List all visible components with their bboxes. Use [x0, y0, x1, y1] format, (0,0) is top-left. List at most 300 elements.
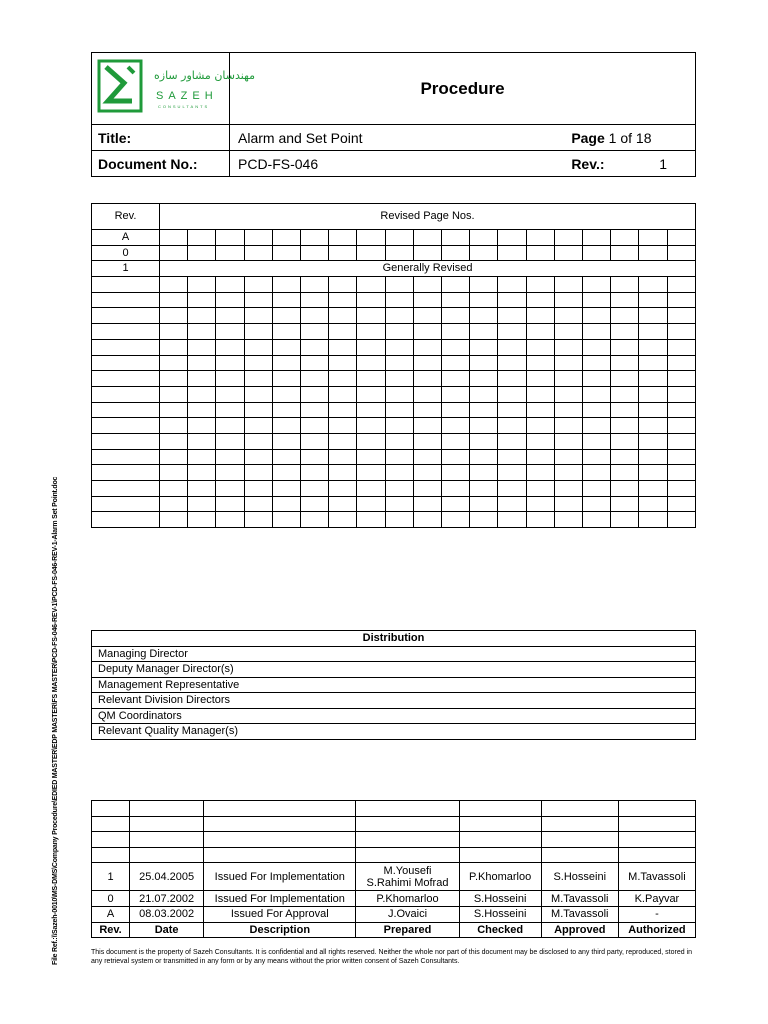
- page-cell: [301, 481, 329, 497]
- revision-row: [92, 465, 696, 481]
- page-cell: [160, 481, 188, 497]
- page-cell: [442, 496, 470, 512]
- page-cell: [639, 230, 667, 246]
- page-cell: [554, 308, 582, 324]
- approval-cell: Issued For Approval: [204, 906, 356, 922]
- page-cell: [385, 230, 413, 246]
- page-cell: [216, 308, 244, 324]
- title-value: Alarm and Set Point: [230, 125, 502, 151]
- page-cell: [216, 292, 244, 308]
- page-cell: [611, 418, 639, 434]
- approval-table: [91, 800, 696, 938]
- page-cell: [554, 418, 582, 434]
- page-value: 1 of 18: [608, 129, 652, 146]
- approval-cell: K.Payvar: [618, 891, 695, 907]
- revision-code: [92, 355, 160, 371]
- page-cell: [216, 449, 244, 465]
- page-cell: [244, 230, 272, 246]
- page-cell: [216, 433, 244, 449]
- page-cell: [554, 339, 582, 355]
- page-cell: [470, 481, 498, 497]
- page-cell: [413, 245, 441, 261]
- page-cell: [272, 481, 300, 497]
- page-cell: [554, 449, 582, 465]
- page-cell: [583, 386, 611, 402]
- page-cell: [470, 465, 498, 481]
- approval-cell: P.Khomarloo: [459, 863, 541, 891]
- page-cell: [442, 308, 470, 324]
- revision-row: [92, 292, 696, 308]
- page-cell: [160, 465, 188, 481]
- page-cell: [357, 465, 385, 481]
- page-cell: [160, 496, 188, 512]
- page-cell: [188, 308, 216, 324]
- page-cell: [188, 371, 216, 387]
- page-cell: [244, 433, 272, 449]
- page-cell: [385, 277, 413, 293]
- approval-cell: Date: [130, 922, 204, 938]
- revision-row: [92, 386, 696, 402]
- page-cell: [301, 245, 329, 261]
- page-cell: [498, 371, 526, 387]
- page-cell: [583, 433, 611, 449]
- page-cell: [385, 433, 413, 449]
- approval-cell: [459, 801, 541, 817]
- page-cell: [611, 324, 639, 340]
- page-cell: [188, 292, 216, 308]
- page-cell: [526, 465, 554, 481]
- page-cell: [160, 386, 188, 402]
- approval-cell: [356, 816, 459, 832]
- page-cell: [583, 481, 611, 497]
- page-cell: [667, 449, 695, 465]
- page-cell: [385, 496, 413, 512]
- revision-code: [92, 418, 160, 434]
- page-cell: [639, 496, 667, 512]
- page-cell: [329, 402, 357, 418]
- page-cell: [244, 277, 272, 293]
- page-cell: [301, 371, 329, 387]
- approval-cell: A: [92, 906, 130, 922]
- page-cell: [216, 386, 244, 402]
- rev-label: Rev.:: [501, 151, 621, 177]
- revision-row: [92, 261, 696, 277]
- approval-row: [92, 863, 696, 891]
- page-cell: [272, 324, 300, 340]
- page-cell: [216, 481, 244, 497]
- page-cell: [413, 324, 441, 340]
- sazeh-logo: [92, 53, 256, 119]
- page-cell: [442, 433, 470, 449]
- generally-revised-cell: Generally Revised: [160, 261, 696, 277]
- page-cell: [357, 481, 385, 497]
- page-cell: [413, 230, 441, 246]
- page-cell: [357, 355, 385, 371]
- page-info: [501, 125, 695, 151]
- page-cell: [498, 245, 526, 261]
- doc-no-value: PCD-FS-046: [230, 151, 502, 177]
- page-cell: [188, 418, 216, 434]
- page-cell: [188, 496, 216, 512]
- page-cell: [498, 292, 526, 308]
- page-cell: [272, 512, 300, 528]
- page-cell: [301, 386, 329, 402]
- page-cell: [188, 449, 216, 465]
- page-cell: [272, 230, 300, 246]
- page-cell: [301, 496, 329, 512]
- page-cell: [498, 386, 526, 402]
- page-cell: [413, 496, 441, 512]
- page-cell: [216, 339, 244, 355]
- page-cell: [498, 481, 526, 497]
- page-cell: [611, 402, 639, 418]
- approval-cell: [130, 816, 204, 832]
- revision-code: [92, 386, 160, 402]
- revision-row: [92, 339, 696, 355]
- page-cell: [554, 386, 582, 402]
- page-cell: [357, 292, 385, 308]
- page-cell: [357, 371, 385, 387]
- page-cell: [498, 355, 526, 371]
- page-cell: [470, 386, 498, 402]
- page-cell: [244, 308, 272, 324]
- approval-row-empty: [92, 832, 696, 848]
- page-cell: [470, 512, 498, 528]
- page-cell: [160, 324, 188, 340]
- page-cell: [526, 418, 554, 434]
- logo-name-text: SAZEH: [156, 90, 218, 102]
- revision-code: [92, 292, 160, 308]
- page-cell: [301, 512, 329, 528]
- page-cell: [554, 481, 582, 497]
- page-cell: [498, 308, 526, 324]
- page-cell: [470, 355, 498, 371]
- page-cell: [301, 433, 329, 449]
- revision-row: [92, 433, 696, 449]
- page-cell: [272, 355, 300, 371]
- page-cell: [329, 449, 357, 465]
- page-cell: [639, 277, 667, 293]
- page-cell: [639, 418, 667, 434]
- revision-code: [92, 308, 160, 324]
- page-cell: [160, 512, 188, 528]
- page-cell: [639, 245, 667, 261]
- distribution-table: [91, 630, 696, 740]
- page-cell: [470, 339, 498, 355]
- page-cell: [329, 308, 357, 324]
- approval-cell: [204, 832, 356, 848]
- rev-value: 1: [621, 151, 695, 177]
- page-cell: [470, 308, 498, 324]
- page-cell: [244, 371, 272, 387]
- page-cell: [583, 371, 611, 387]
- page-cell: [244, 481, 272, 497]
- approval-cell: -: [618, 906, 695, 922]
- page-cell: [498, 418, 526, 434]
- page-cell: [329, 386, 357, 402]
- approval-cell: [541, 801, 618, 817]
- page-cell: [216, 402, 244, 418]
- page-cell: [498, 277, 526, 293]
- page-cell: [329, 355, 357, 371]
- page-cell: [385, 465, 413, 481]
- page-cell: [413, 292, 441, 308]
- page-cell: [188, 386, 216, 402]
- approval-cell: 0: [92, 891, 130, 907]
- page-cell: [442, 449, 470, 465]
- page-cell: [160, 433, 188, 449]
- page-cell: [160, 292, 188, 308]
- page-cell: [244, 449, 272, 465]
- page-cell: [583, 245, 611, 261]
- page-cell: [272, 449, 300, 465]
- approval-cell: [204, 816, 356, 832]
- page-cell: [188, 355, 216, 371]
- approval-row-empty: [92, 816, 696, 832]
- approval-cell: [92, 801, 130, 817]
- page-cell: [611, 245, 639, 261]
- page-cell: [583, 496, 611, 512]
- page-cell: [611, 496, 639, 512]
- page-cell: [639, 324, 667, 340]
- page-cell: [357, 402, 385, 418]
- page-cell: [160, 449, 188, 465]
- page-cell: [385, 386, 413, 402]
- page-cell: [498, 496, 526, 512]
- page-cell: [442, 386, 470, 402]
- revision-row: [92, 449, 696, 465]
- page-cell: [442, 292, 470, 308]
- page-cell: [526, 449, 554, 465]
- page-cell: [526, 496, 554, 512]
- page-cell: [301, 402, 329, 418]
- page-cell: [357, 433, 385, 449]
- page-cell: [611, 512, 639, 528]
- page-cell: [357, 324, 385, 340]
- distribution-item: Deputy Manager Director(s): [92, 662, 696, 678]
- page-cell: [385, 308, 413, 324]
- page-cell: [639, 465, 667, 481]
- page-cell: [470, 324, 498, 340]
- page-cell: [385, 402, 413, 418]
- revision-code: [92, 465, 160, 481]
- page-cell: [413, 433, 441, 449]
- page-cell: [216, 277, 244, 293]
- page-cell: [272, 433, 300, 449]
- page-cell: [611, 449, 639, 465]
- page-cell: [244, 465, 272, 481]
- page-cell: [357, 230, 385, 246]
- page-cell: [357, 308, 385, 324]
- approval-cell: [130, 801, 204, 817]
- page-cell: [385, 481, 413, 497]
- page-cell: [498, 433, 526, 449]
- revision-code: 1: [92, 261, 160, 277]
- revision-row: [92, 324, 696, 340]
- page-cell: [244, 418, 272, 434]
- page-cell: [413, 386, 441, 402]
- page-cell: [413, 308, 441, 324]
- approval-cell: [204, 847, 356, 863]
- page-cell: [244, 512, 272, 528]
- page-cell: [611, 355, 639, 371]
- page-cell: [216, 230, 244, 246]
- page-cell: [357, 277, 385, 293]
- page-cell: [667, 371, 695, 387]
- distribution-item: Relevant Quality Manager(s): [92, 724, 696, 740]
- page-cell: [583, 324, 611, 340]
- page-cell: [554, 512, 582, 528]
- page-cell: [667, 418, 695, 434]
- page-cell: [329, 292, 357, 308]
- page-cell: [301, 308, 329, 324]
- page-cell: [244, 292, 272, 308]
- page-cell: [554, 496, 582, 512]
- page-cell: [498, 402, 526, 418]
- approval-cell: Rev.: [92, 922, 130, 938]
- page-cell: [413, 402, 441, 418]
- page-cell: [526, 277, 554, 293]
- page-cell: [639, 308, 667, 324]
- page-cell: [357, 496, 385, 512]
- page-cell: [413, 512, 441, 528]
- page-cell: [385, 512, 413, 528]
- page-cell: [329, 465, 357, 481]
- revision-table: [91, 203, 696, 528]
- page-cell: [357, 418, 385, 434]
- page-cell: [470, 418, 498, 434]
- revision-code: [92, 324, 160, 340]
- approval-cell: 25.04.2005: [130, 863, 204, 891]
- page-cell: [470, 371, 498, 387]
- revision-row: [92, 481, 696, 497]
- doc-no-label: Document No.:: [92, 151, 230, 177]
- approval-cell: M.Tavassoli: [541, 906, 618, 922]
- revision-code: A: [92, 230, 160, 246]
- page-cell: [498, 324, 526, 340]
- page-cell: [583, 355, 611, 371]
- distribution-item: Relevant Division Directors: [92, 693, 696, 709]
- page-cell: [329, 245, 357, 261]
- page-cell: [160, 371, 188, 387]
- approval-cell: P.Khomarloo: [356, 891, 459, 907]
- logo-cell: [92, 53, 256, 125]
- page-cell: [611, 308, 639, 324]
- approval-cell: [541, 816, 618, 832]
- page-cell: [639, 292, 667, 308]
- page-cell: [526, 481, 554, 497]
- page-cell: [583, 292, 611, 308]
- approval-cell: [356, 801, 459, 817]
- page-cell: [526, 339, 554, 355]
- page-cell: [639, 355, 667, 371]
- approval-cell: [541, 832, 618, 848]
- approval-cell: M.Tavassoli: [618, 863, 695, 891]
- approval-cell: [618, 847, 695, 863]
- page-cell: [329, 481, 357, 497]
- approval-cell: [459, 847, 541, 863]
- revision-row: [92, 512, 696, 528]
- page-cell: [583, 465, 611, 481]
- page-cell: [442, 481, 470, 497]
- page-cell: [667, 355, 695, 371]
- page-cell: [385, 324, 413, 340]
- approval-header-row: [92, 922, 696, 938]
- page-cell: [639, 386, 667, 402]
- revision-row: [92, 245, 696, 261]
- page-cell: [667, 496, 695, 512]
- revision-row: [92, 371, 696, 387]
- file-reference: File Ref.:\\Sazeh-0010\MS-DMS\Company Procedure\EDIED MASTER\EDP MASTER\FS MASTER\PCD-FS-046-REV-1\PCD-FS-046-REV-1-Alarm Set Point.doc: [52, 476, 59, 965]
- page-cell: [357, 386, 385, 402]
- page-cell: [470, 402, 498, 418]
- page-cell: [554, 292, 582, 308]
- page-cell: [583, 512, 611, 528]
- page-cell: [498, 512, 526, 528]
- page-cell: [244, 339, 272, 355]
- page-cell: [216, 465, 244, 481]
- page-cell: [470, 230, 498, 246]
- page-cell: [554, 402, 582, 418]
- page-cell: [639, 449, 667, 465]
- page-cell: [329, 433, 357, 449]
- page-cell: [639, 371, 667, 387]
- page-cell: [216, 496, 244, 512]
- approval-cell: Approved: [541, 922, 618, 938]
- page-cell: [160, 277, 188, 293]
- page-cell: [583, 277, 611, 293]
- document-header: [91, 52, 696, 177]
- page-cell: [526, 308, 554, 324]
- revision-code: [92, 277, 160, 293]
- page-cell: [272, 386, 300, 402]
- approval-cell: [130, 832, 204, 848]
- page-cell: [160, 355, 188, 371]
- distribution-item: Managing Director: [92, 646, 696, 662]
- distribution-header: Distribution: [92, 631, 696, 647]
- page-cell: [272, 371, 300, 387]
- page-cell: [442, 418, 470, 434]
- page-cell: [188, 324, 216, 340]
- page-cell: [188, 465, 216, 481]
- page-cell: [526, 512, 554, 528]
- page-cell: [442, 339, 470, 355]
- approval-cell: [459, 832, 541, 848]
- page-cell: [526, 402, 554, 418]
- revision-code: [92, 496, 160, 512]
- page-cell: [498, 465, 526, 481]
- page-cell: [611, 230, 639, 246]
- approval-row-empty: [92, 801, 696, 817]
- page-cell: [244, 496, 272, 512]
- page-cell: [667, 481, 695, 497]
- rev-column-header: Rev.: [92, 204, 160, 230]
- approval-cell: [541, 847, 618, 863]
- page-cell: [160, 418, 188, 434]
- approval-cell: [92, 816, 130, 832]
- page-cell: [413, 481, 441, 497]
- page-cell: [442, 277, 470, 293]
- page-cell: [244, 402, 272, 418]
- logo-farsi-text: مهندسان مشاور سازه: [154, 69, 256, 82]
- page-cell: [244, 324, 272, 340]
- page-cell: [216, 418, 244, 434]
- page-cell: [526, 245, 554, 261]
- page-cell: [498, 449, 526, 465]
- page-cell: [667, 230, 695, 246]
- page-cell: [526, 230, 554, 246]
- page-cell: [526, 355, 554, 371]
